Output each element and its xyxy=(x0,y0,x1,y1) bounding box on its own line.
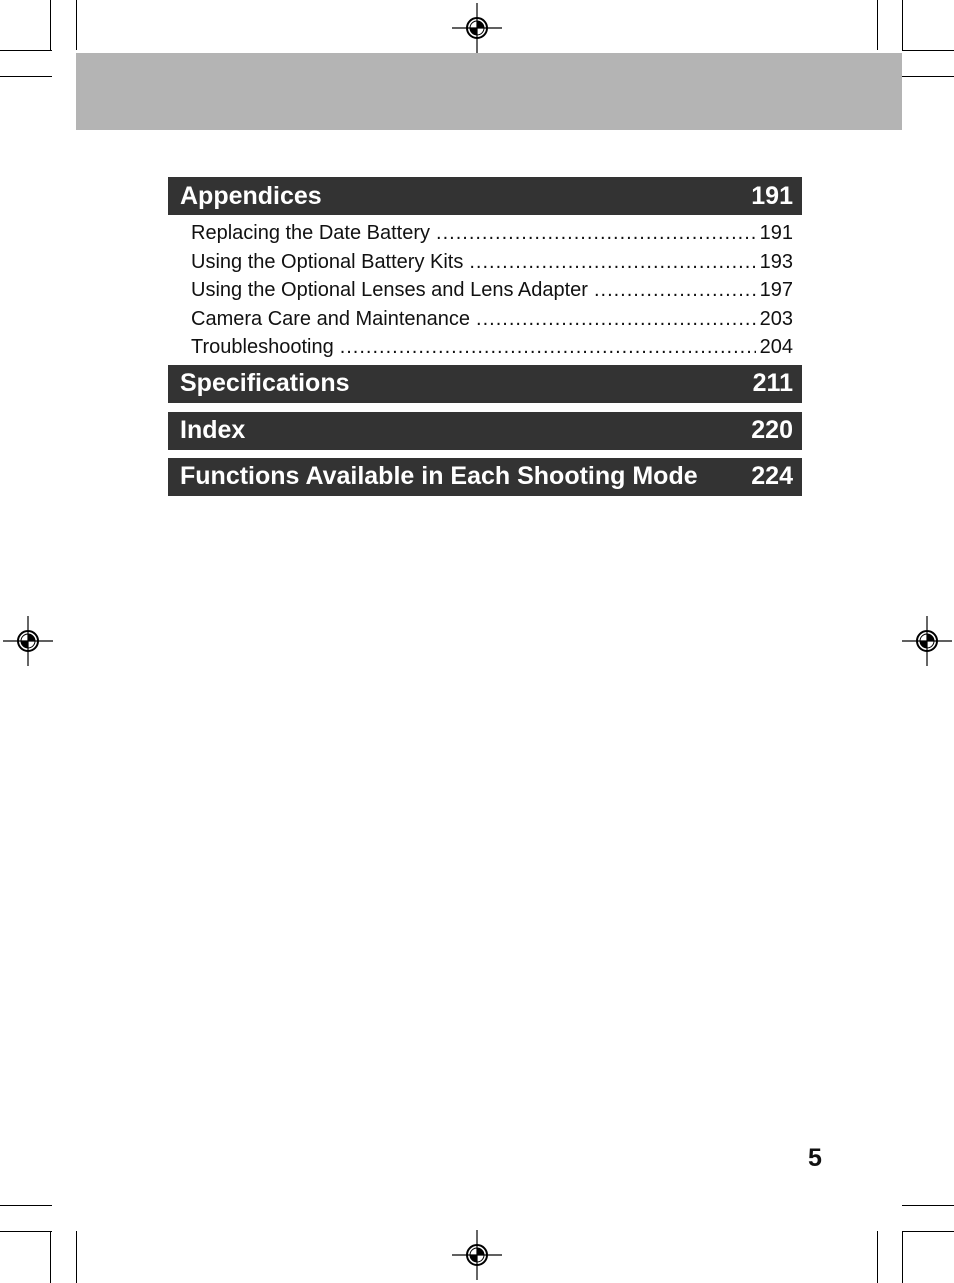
leader-dots xyxy=(594,276,756,305)
toc-section-functions[interactable] xyxy=(168,458,802,496)
page-number: 5 xyxy=(808,1144,822,1172)
section-title: Appendices xyxy=(180,181,322,210)
section-page: 191 xyxy=(751,181,793,210)
entry-page: 197 xyxy=(759,279,793,301)
entry-title: Using the Optional Battery Kits xyxy=(191,250,464,273)
crop-mark xyxy=(76,1231,77,1283)
crop-mark xyxy=(0,1231,52,1232)
crop-mark xyxy=(0,76,52,77)
crop-mark xyxy=(877,1231,878,1283)
toc-entry[interactable] xyxy=(191,219,793,248)
entry-page: 193 xyxy=(759,250,793,273)
crop-mark xyxy=(902,50,954,51)
crop-mark xyxy=(902,0,903,50)
toc-entry[interactable] xyxy=(191,248,793,277)
section-page: 224 xyxy=(751,462,793,490)
leader-dots xyxy=(469,248,755,277)
section-title: Index xyxy=(180,416,246,444)
entry-title: Camera Care and Maintenance xyxy=(191,307,471,330)
toc-section-appendices[interactable] xyxy=(168,177,802,215)
toc-entry-list xyxy=(168,215,802,365)
leader-dots xyxy=(436,219,756,248)
section-page: 220 xyxy=(751,416,793,444)
crop-mark xyxy=(902,1231,954,1232)
entry-title: Using the Optional Lenses and Lens Adapter xyxy=(191,279,588,301)
registration-mark-icon xyxy=(452,3,502,53)
registration-mark-icon xyxy=(3,616,53,666)
crop-mark xyxy=(902,1231,903,1283)
leader-dots xyxy=(476,305,756,334)
entry-title: Replacing the Date Battery xyxy=(191,222,431,244)
crop-mark xyxy=(902,76,954,77)
registration-mark-icon xyxy=(902,616,952,666)
spacer xyxy=(168,403,802,412)
crop-mark xyxy=(877,0,878,50)
crop-mark xyxy=(0,1205,52,1206)
header-band xyxy=(76,53,902,130)
leader-dots xyxy=(340,333,756,362)
crop-mark xyxy=(50,0,51,50)
section-title: Specifications xyxy=(180,369,350,397)
entry-page: 204 xyxy=(759,336,793,358)
crop-mark xyxy=(0,50,52,51)
crop-mark xyxy=(76,0,77,50)
toc-section-specifications[interactable] xyxy=(168,365,802,403)
toc-section-index[interactable] xyxy=(168,412,802,450)
entry-page: 191 xyxy=(759,222,793,244)
crop-mark xyxy=(902,1205,954,1206)
table-of-contents xyxy=(168,177,802,496)
spacer xyxy=(168,450,802,458)
toc-entry[interactable] xyxy=(191,276,793,305)
section-title: Functions Available in Each Shooting Mode xyxy=(180,462,698,490)
section-page: 211 xyxy=(752,369,793,397)
registration-mark-icon xyxy=(452,1230,502,1280)
toc-entry[interactable] xyxy=(191,305,793,334)
crop-mark xyxy=(50,1231,51,1283)
toc-entry[interactable] xyxy=(191,333,793,362)
entry-page: 203 xyxy=(759,307,793,330)
entry-title: Troubleshooting xyxy=(191,336,334,358)
